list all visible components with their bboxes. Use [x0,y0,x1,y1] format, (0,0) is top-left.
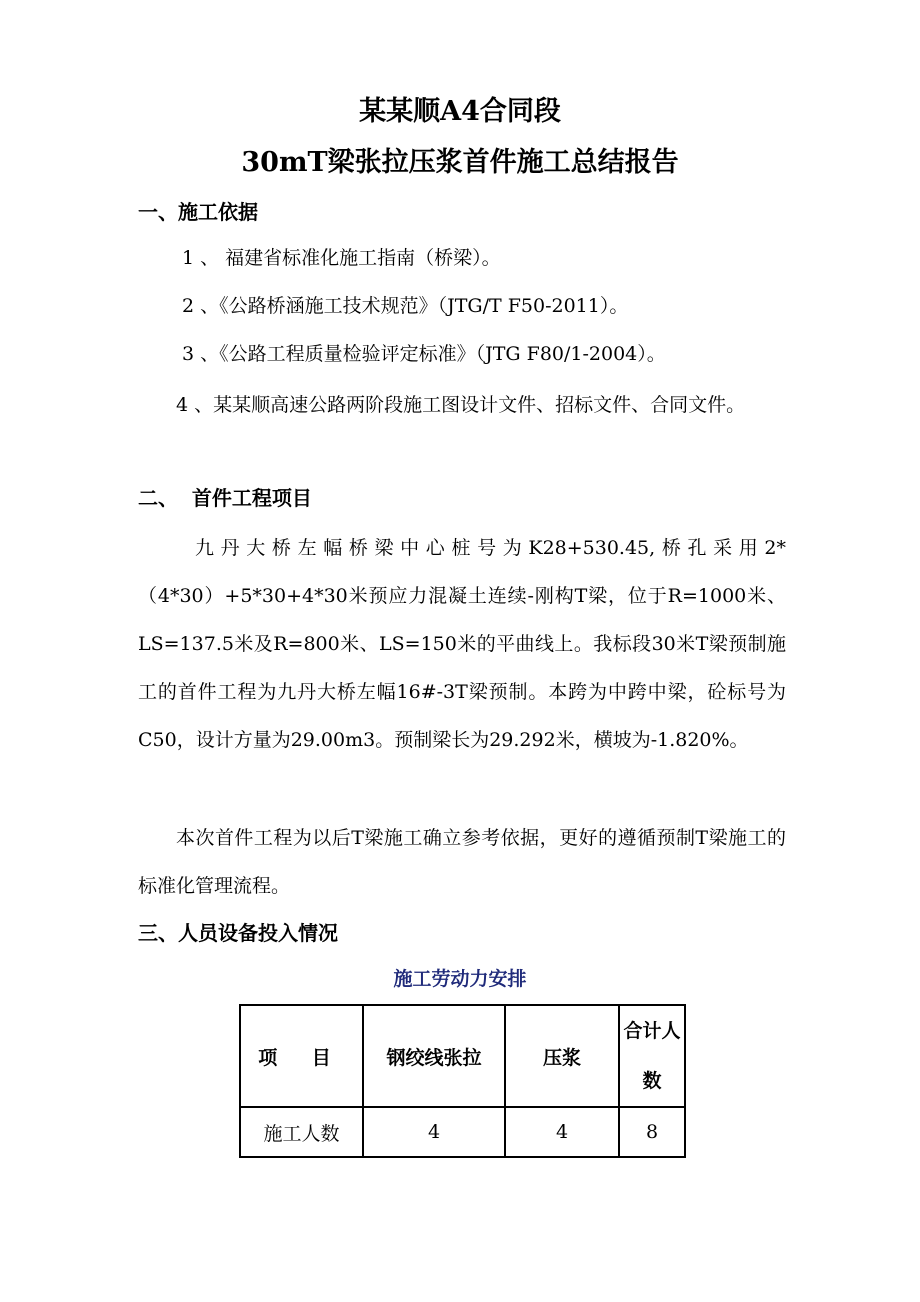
header-item: 项 目 [240,1005,363,1107]
document-title-line1: 某某顺A4合同段 [359,96,561,127]
header-grouting: 压浆 [505,1005,619,1107]
basis-item-1: 1 、 福建省标准化施工指南（桥梁）。 [182,247,501,269]
basis-item-2: 2 、《公路桥涵施工技术规范》（JTG/T F50-2011）。 [182,295,629,317]
project-purpose-paragraph: 本次首件工程为以后T梁施工确立参考依据，更好的遵循预制T梁施工的标准化管理流程。 [138,827,786,897]
section-heading-first-project: 二、 首件工程项目 [138,486,312,510]
labor-table-caption: 施工劳动力安排 [393,968,527,990]
row-label: 施工人数 [240,1107,363,1157]
table-header-row [240,1005,685,1107]
section-heading-basis: 一、施工依据 [138,200,258,224]
header-total: 合计人数 [619,1005,685,1107]
basis-item-3: 3 、《公路工程质量检验评定标准》（JTG F80/1-2004）。 [182,343,666,365]
labor-table [239,1004,686,1158]
cell-grouting: 4 [505,1107,619,1157]
project-description-paragraph: 九丹大桥左幅桥梁中心桩号为K28+530.45,桥孔采用2*（4*30）+5*30+4*30米预应力混凝土连续-刚构T梁，位于R=1000米、LS=137.5米及R=800米、LS=150米的平曲线上。我标段30米T梁预制施工的首件工程为九丹大桥左幅16#-3T梁预制。本跨为中跨中梁，砼标号为C50，设计方量为29.00m3。预制梁长为29.292米，横坡为-1.820%。 [138,537,786,751]
section-heading-personnel: 三、人员设备投入情况 [138,921,338,945]
table-row [240,1107,685,1157]
document-title-line2: 30mT梁张拉压浆首件施工总结报告 [241,147,679,178]
cell-strand-tensioning: 4 [363,1107,505,1157]
basis-item-4: 4 、某某顺高速公路两阶段施工图设计文件、招标文件、合同文件。 [176,394,746,416]
header-strand-tensioning: 钢绞线张拉 [363,1005,505,1107]
cell-total: 8 [619,1107,685,1157]
